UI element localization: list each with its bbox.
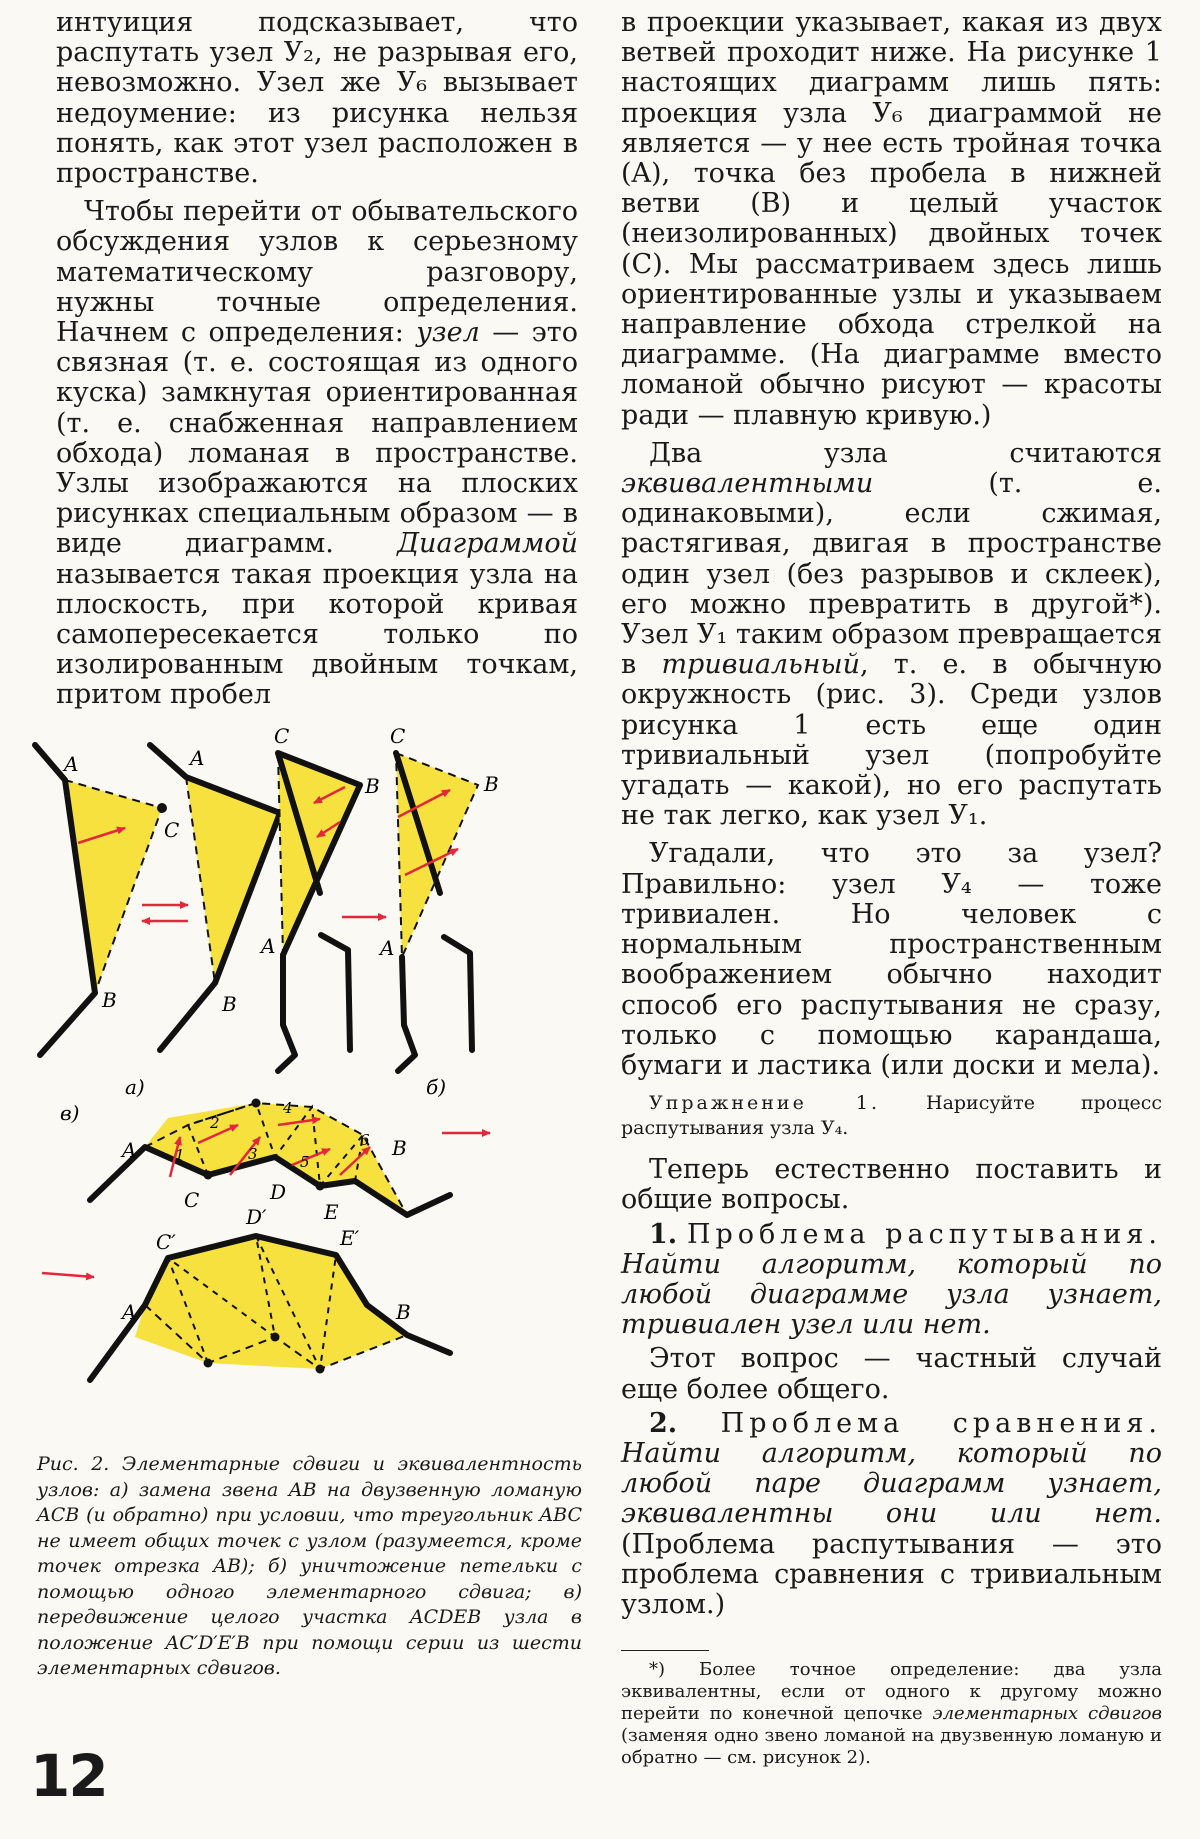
definition-diagram: называется такая проекция узла на плоскость, при которой кривая самопересекается только по изолированным двойным точкам, притом пробел xyxy=(56,558,578,711)
point-marker xyxy=(252,1099,261,1108)
exercise-text: Нарисуйте процесс распутывания узла У₄. xyxy=(621,1092,1162,1140)
knot-tail-b-left xyxy=(278,955,295,1071)
exercise-label: Упражнение 1. xyxy=(649,1092,880,1115)
right-column xyxy=(621,8,1162,1769)
label-c: C xyxy=(184,1188,200,1212)
left-column xyxy=(56,8,578,711)
label-b: B xyxy=(222,992,237,1016)
label-a: A xyxy=(122,1138,137,1162)
footnote-mark: *) xyxy=(649,1659,666,1681)
equivalence-intro: Два узла считаются xyxy=(649,437,1162,469)
footnote-text-a: Более точное определение: два узла эквивалентны, если от одного к другому можно перейти по конечной цепочке xyxy=(621,1659,1162,1725)
label-b: B xyxy=(396,1300,411,1324)
footnote-divider xyxy=(621,1650,709,1651)
problem-2-note: (Проблема распутывания — это проблема сравнения с тривиальным узлом.) xyxy=(621,1528,1162,1620)
triangle-number-5: 5 xyxy=(300,1153,310,1171)
label-e: E xyxy=(324,1200,339,1224)
panel-c-top xyxy=(60,1099,490,1225)
label-b: B xyxy=(365,774,380,798)
label-d: D xyxy=(270,1180,287,1204)
panel-a-label: а) xyxy=(125,1075,145,1099)
problem-1-title: Проблема распутывания. xyxy=(686,1218,1162,1250)
definition-intro: Чтобы перейти от обывательского обсуждения узлов к серьезному математическому разговору, нужны точные определения. Начнем с определения: xyxy=(56,196,578,349)
left-paragraph-1: интуиция подсказывает, что распутать узел У₂, не разрывая его, невозможно. Узел же У₆ вызывает недоумение: из рисунка нельзя понять, как этот узел расположен в пространстве. xyxy=(56,7,578,190)
equivalence-definition: (т. е. одинаковыми), если сжимая, растягивая, двигая в пространстве один узел (без разрывов и склеек), его можно превратить в другой*). Узел У₁ таким образом превращается в xyxy=(621,468,1162,681)
exercise-1 xyxy=(621,1091,1162,1141)
label-b: B xyxy=(484,772,499,796)
figure-caption: Рис. 2. Элементарные сдвиги и эквивалентность узлов: а) замена звена AB на двузвенную ломаную ACB (и обратно) при условии, что треугольник ABC не имеет общих точек с узлом (разумеется, кроме точек отрезка AB); б) уничтожение петельки с помощью одного элементарного сдвига; в) передвижение целого участка ACDEB узла в положение AC′D′E′B при помощи серии из шести элементарных сдвигов. xyxy=(37,1453,582,1679)
label-b: B xyxy=(102,988,117,1012)
left-paragraph-2 xyxy=(56,197,578,710)
point-marker xyxy=(204,1359,213,1368)
figure-2 xyxy=(30,725,590,1545)
term-knot: узел xyxy=(416,317,480,349)
label-a: A xyxy=(64,752,79,776)
point-marker xyxy=(271,1333,280,1342)
label-c: C xyxy=(274,725,290,748)
panel-b-label: б) xyxy=(426,1075,447,1099)
label-c: C xyxy=(390,725,406,748)
problem-2-title: Проблема сравнения. xyxy=(720,1407,1162,1439)
term-trivial: тривиальный xyxy=(661,649,860,681)
triangle-number-4: 4 xyxy=(283,1099,293,1117)
label-d-prime: D′ xyxy=(246,1205,267,1229)
label-c-prime: C′ xyxy=(156,1230,176,1254)
footnote-text-b: (заменяя одно звено ломаной на двузвенную ломаную и обратно — см. рисунок 2). xyxy=(621,1725,1162,1769)
label-a: A xyxy=(190,746,205,770)
point-c-marker xyxy=(157,803,167,813)
panel-c-label: в) xyxy=(60,1101,80,1125)
triangle-number-3: 3 xyxy=(248,1145,258,1163)
panel-c-bottom xyxy=(42,1205,450,1380)
label-a: A xyxy=(261,934,276,958)
label-c: C xyxy=(164,818,180,842)
triangle-number-6: 6 xyxy=(360,1131,370,1149)
orientation-arrow xyxy=(42,1273,94,1277)
panel-a-right xyxy=(150,745,297,1050)
triangle-number-2: 2 xyxy=(210,1114,220,1132)
label-a: A xyxy=(122,1300,137,1324)
problem-1-text: Найти алгоритм, который по любой диаграмме узла узнает, тривиален узел или нет. xyxy=(621,1248,1162,1341)
right-paragraph-2 xyxy=(621,439,1162,832)
right-paragraph-4: Теперь естественно поставить и общие вопросы. xyxy=(621,1154,1162,1216)
problem-1 xyxy=(621,1220,1162,1341)
definition-knot: — это связная (т. е. состоящая из одного куска) замкнутая ориентированная (т. е. снабженная направлением обхода) ломаная в пространстве. Узлы изображаются на плоских рисунках специальным образом — в виде диаграмм. xyxy=(56,317,578,560)
right-paragraph-5: Этот вопрос — частный случай еще более общего. xyxy=(621,1343,1162,1405)
point-marker xyxy=(316,1365,325,1374)
panel-b-left xyxy=(259,725,380,1071)
problem-2-text: Найти алгоритм, который по любой паре диаграмм узнает, эквивалентны они или нет. xyxy=(621,1437,1162,1530)
problem-2-number: 2. xyxy=(649,1407,678,1439)
problem-1-number: 1. xyxy=(649,1218,678,1250)
label-e-prime: E′ xyxy=(340,1226,360,1250)
footnote-term: элементарных сдвигов xyxy=(932,1703,1162,1725)
panel-a-left xyxy=(35,745,179,1055)
page-number: 12 xyxy=(30,1742,107,1810)
knot-under-b-left xyxy=(321,935,350,1050)
right-paragraph-3: Угадали, что это за узел? Правильно: узел У₄ — тоже тривиален. Но человек с нормальным пространственным воображением обычно находит способ его распутывания не сразу, только с помощью карандаша, бумаги и ластика (или доски и мела). xyxy=(621,838,1162,1081)
knot-under-b-right xyxy=(444,937,472,1050)
term-equivalent: эквивалентными xyxy=(621,468,874,500)
panel-b-right xyxy=(378,725,499,1071)
footnote xyxy=(621,1659,1162,1769)
term-diagram: Диаграммой xyxy=(397,528,578,560)
knot-tail-b-right xyxy=(398,957,415,1071)
label-b: B xyxy=(392,1136,407,1160)
right-paragraph-1: в проекции указывает, какая из двух ветвей проходит ниже. На рисунке 1 настоящих диаграмм лишь пять: проекция узла У₆ диаграммой не является — у нее есть тройная точка (A), точка без пробела в нижней ветви (B) и целый участок (неизолированных) двойных точек (C). Мы рассматриваем здесь лишь ориентированные узлы и указываем направление обхода стрелкой на диаграмме. (На диаграмме вместо ломаной обычно рисуют — красоты ради — плавную кривую.) xyxy=(621,7,1162,431)
point-marker xyxy=(316,1182,325,1191)
trivial-definition: , т. е. в обычную окружность (рис. 3). Среди узлов рисунка 1 есть еще один тривиальный узел (попробуйте угадать — какой), но его распутать не так легко, как узел У₁. xyxy=(621,649,1162,832)
triangle-number-1: 1 xyxy=(175,1146,185,1164)
problem-2 xyxy=(621,1409,1162,1620)
label-a: A xyxy=(380,936,395,960)
point-marker xyxy=(204,1171,213,1180)
